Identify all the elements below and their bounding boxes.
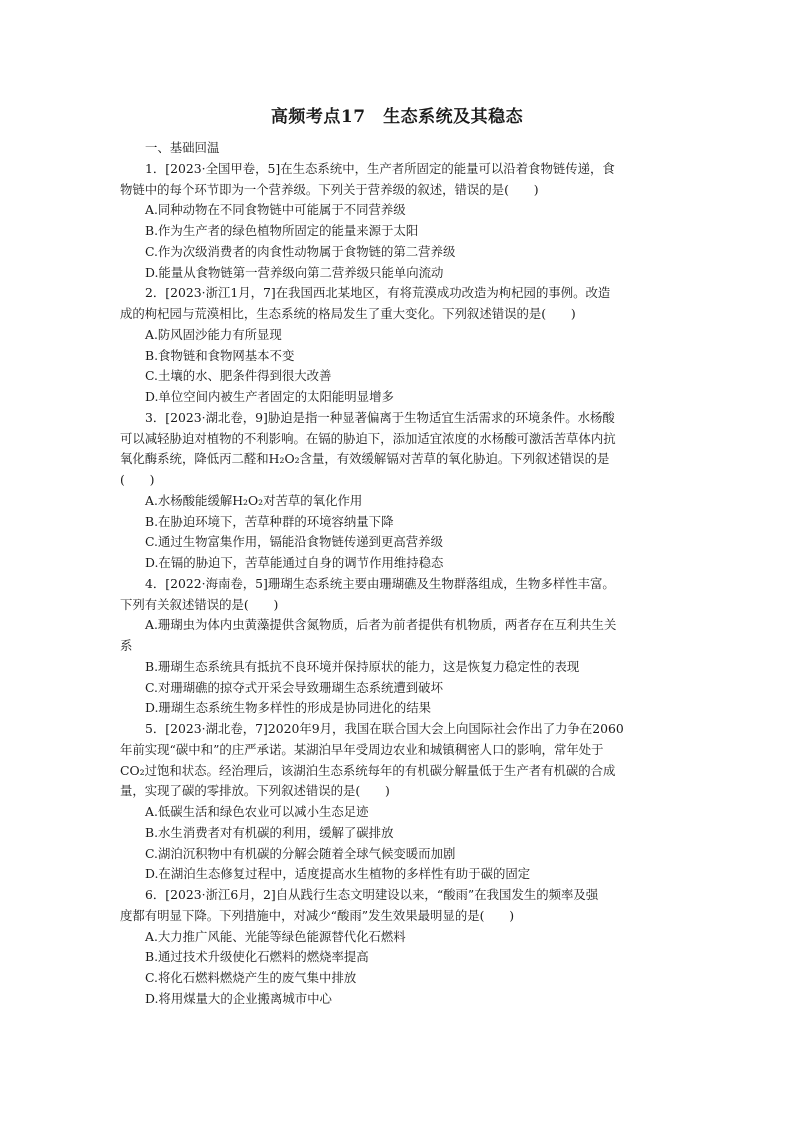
option-d: D.珊瑚生态系统生物多样性的形成是协同进化的结果 (145, 700, 432, 716)
question-1 (120, 159, 660, 284)
option-d: D.能量从食物链第一营养级向第二营养级只能单向流动 (145, 264, 444, 280)
option-b: B.水生消费者对有机碳的利用，缓解了碳排放 (145, 824, 394, 840)
option-a-continued: 系 (120, 638, 133, 653)
page-title: 高频考点17 生态系统及其稳态 (270, 107, 524, 127)
question-stem-line: 量，实现了碳的零排放。下列叙述错误的是( ) (120, 783, 390, 799)
option-c: C.土壤的水、肥条件得到很大改善 (145, 368, 332, 384)
question-stem-line: 2．[2023·浙江1月，7]在我国西北某地区，有将荒漠成功改造为枸杞园的事例。改造 (145, 285, 611, 301)
question-stem-line: 氧化酶系统，降低丙二醛和H₂O₂含量，有效缓解镉对苦草的氧化胁迫。下列叙述错误的是 (120, 451, 610, 467)
option-a: A.同种动物在不同食物链中可能属于不同营养级 (145, 202, 406, 218)
option-c: C.将化石燃料燃烧产生的废气集中排放 (145, 970, 357, 985)
section-heading: 一、基础回温 (145, 140, 220, 155)
question-stem-line: CO₂过饱和状态。经治理后，该湖泊生态系统每年的有机碳分解量低于生产者有机碳的合成 (120, 762, 616, 778)
option-b: B.通过技术升级使化石燃料的燃烧率提高 (145, 949, 369, 965)
question-stem-line: ( ) (120, 472, 155, 487)
question-3 (120, 408, 660, 574)
option-a: A.珊瑚虫为体内虫黄藻提供含氮物质，后者为前者提供有机物质，两者存在互利共生关 (145, 617, 617, 633)
option-b: B.在胁迫环境下，苦草种群的环境容纳量下降 (145, 513, 394, 529)
option-c: C.对珊瑚礁的掠夺式开采会导致珊瑚生态系统遭到破坏 (145, 679, 443, 695)
question-6 (120, 885, 660, 1010)
option-a: A.防风固沙能力有所显现 (145, 326, 282, 342)
question-stem-line: 物链中的每个环节即为一个营养级。下列关于营养级的叙述，错误的是( ) (120, 181, 539, 197)
question-5 (120, 719, 660, 885)
question-4 (120, 574, 660, 719)
option-b: B.作为生产者的绿色植物所固定的能量来源于太阳 (145, 223, 419, 238)
option-d: D.在湖泊生态修复过程中，适度提高水生植物的多样性有助于碳的固定 (145, 866, 531, 882)
question-stem-line: 可以减轻胁迫对植物的不利影响。在镉的胁迫下，添加适宜浓度的水杨酸可激活苦草体内抗 (120, 430, 616, 446)
question-stem-line: 3．[2023·湖北卷，9]胁迫是指一种显著偏离于生物适宜生活需求的环境条件。水杨酸 (145, 409, 615, 425)
question-stem-line: 下列有关叙述错误的是( ) (120, 596, 279, 612)
option-b: B.食物链和食物网基本不变 (145, 347, 295, 363)
option-d: D.在镉的胁迫下，苦草能通过自身的调节作用维持稳态 (145, 555, 444, 570)
option-c: C.作为次级消费者的肉食性动物属于食物链的第二营养级 (145, 243, 456, 259)
question-stem-line: 6．[2023·浙江6月，2]自从践行生态文明建设以来，“酸雨”在我国发生的频率及强 (145, 887, 599, 902)
question-stem-line: 1．[2023·全国甲卷，5]在生态系统中，生产者所固定的能量可以沿着食物链传递，食 (145, 160, 615, 176)
option-c: C.通过生物富集作用，镉能沿食物链传递到更高营养级 (145, 534, 443, 550)
option-a: A.大力推广风能、光能等绿色能源替代化石燃料 (145, 928, 406, 944)
option-a: A.水杨酸能缓解H₂O₂对苦草的氧化作用 (145, 492, 363, 508)
document-body (120, 138, 660, 1010)
question-2 (120, 283, 660, 408)
option-a: A.低碳生活和绿色农业可以减小生态足迹 (145, 804, 369, 819)
question-stem-line: 5．[2023·湖北卷，7]2020年9月，我国在联合国大会上向国际社会作出了力争在2060 (145, 721, 624, 736)
option-b: B.珊瑚生态系统具有抵抗不良环境并保持原状的能力，这是恢复力稳定性的表现 (145, 658, 580, 674)
question-stem-line: 成的枸杞园与荒漠相比，生态系统的格局发生了重大变化。下列叙述错误的是( ) (120, 306, 576, 321)
question-stem-line: 4．[2022·海南卷，5]珊瑚生态系统主要由珊瑚礁及生物群落组成，生物多样性丰富。 (145, 575, 615, 591)
option-d: D.将用煤量大的企业搬离城市中心 (145, 990, 332, 1006)
option-c: C.湖泊沉积物中有机碳的分解会随着全球气候变暖而加剧 (145, 845, 456, 861)
question-stem-line: 度都有明显下降。下列措施中，对减少“酸雨”发生效果最明显的是( ) (120, 907, 515, 923)
option-d: D.单位空间内被生产者固定的太阳能明显增多 (145, 389, 394, 404)
question-stem-line: 年前实现“碳中和”的庄严承诺。某湖泊早年受周边农业和城镇稠密人口的影响，常年处于 (120, 741, 604, 757)
